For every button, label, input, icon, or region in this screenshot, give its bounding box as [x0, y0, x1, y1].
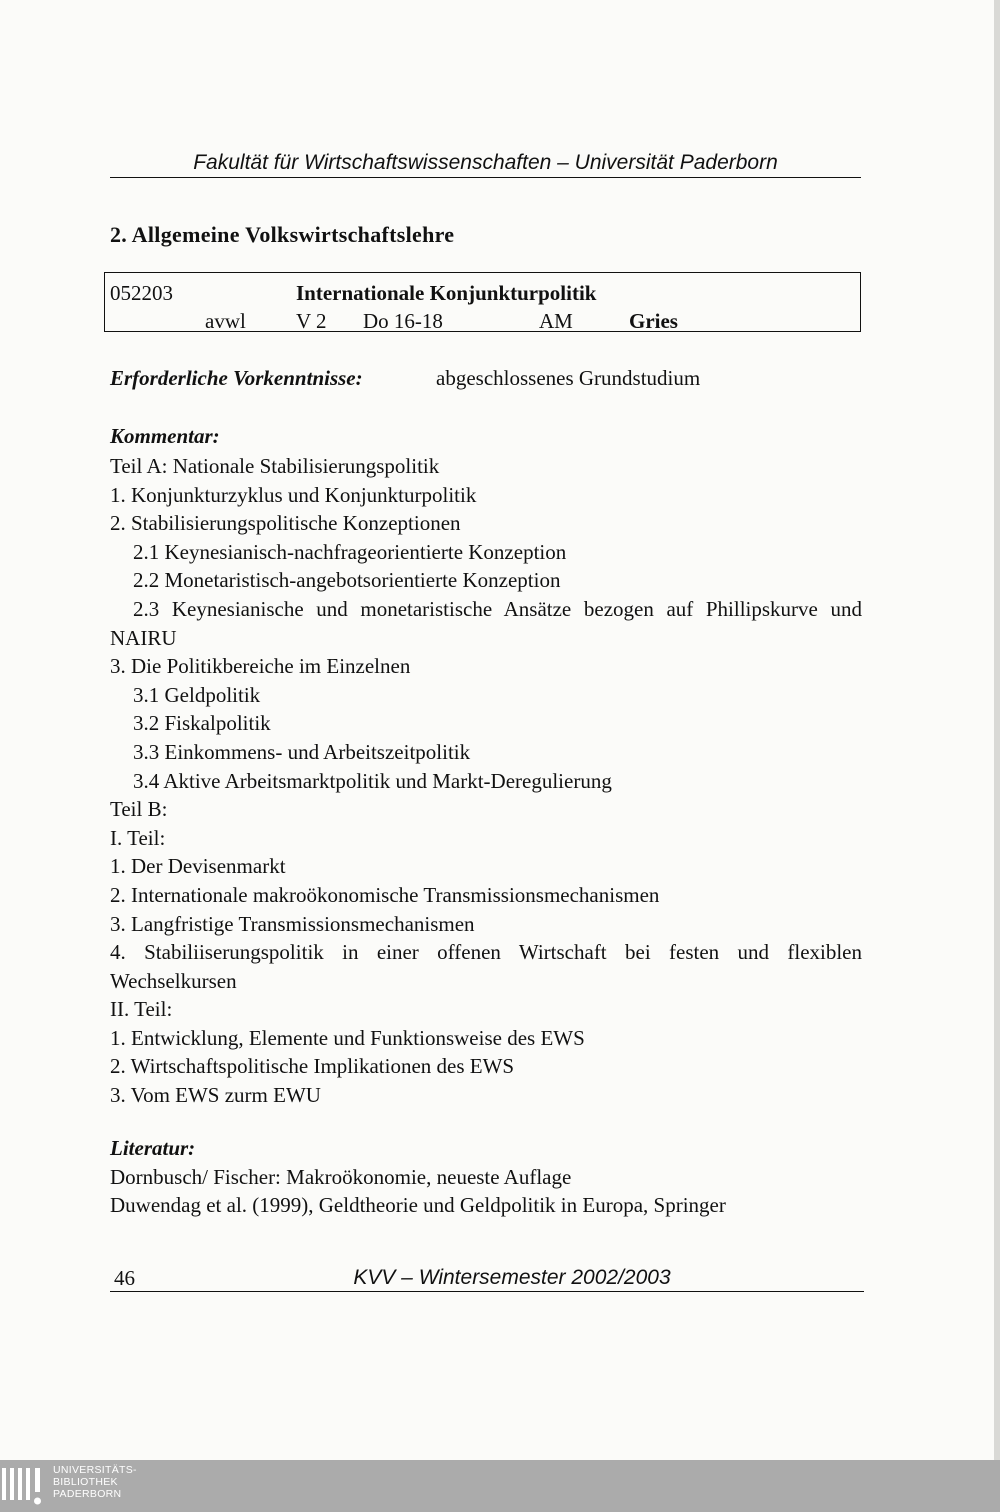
comment-line: 3. Langfristige Transmissionsmechanismen: [110, 911, 475, 936]
comment-line: I. Teil:: [110, 825, 166, 850]
library-name-line: PADERBORN: [53, 1488, 122, 1500]
comment-line: 3.4 Aktive Arbeitsmarktpolitik und Markt-Deregulierung: [133, 768, 612, 793]
comment-line: Teil B:: [110, 797, 168, 822]
literature-item: Dornbusch/ Fischer: Makroökonomie, neueste Auflage: [110, 1165, 572, 1189]
prerequisites-label: Erforderliche Vorkenntnisse:: [110, 366, 363, 390]
comment-line: 1. Konjunkturzyklus und Konjunkturpolitik: [110, 482, 477, 507]
library-name-line: UNIVERSITÄTS-: [53, 1464, 137, 1476]
page-number: 46: [114, 1266, 135, 1290]
comment-line: II. Teil:: [110, 997, 173, 1022]
comment-line: 2. Wirtschaftspolitische Implikationen des EWS: [110, 1054, 515, 1079]
literature-item: Duwendag et al. (1999), Geldtheorie und Geldpolitik in Europa, Springer: [110, 1193, 726, 1217]
comment-heading: Kommentar:: [110, 424, 220, 448]
course-lecturer: Gries: [629, 309, 678, 333]
comment-line: 2.1 Keynesianisch-nachfrageorientierte Konzeption: [133, 539, 567, 564]
comment-line: 2. Stabilisierungspolitische Konzeptionen: [110, 511, 461, 536]
course-title: Internationale Konjunkturpolitik: [296, 281, 597, 305]
course-time: Do 16-18: [363, 309, 443, 333]
comment-line: Teil A: Nationale Stabilisierungspolitik: [110, 454, 440, 478]
comment-line: 3. Die Politikbereiche im Einzelnen: [110, 654, 411, 679]
library-banner: [0, 1460, 1000, 1512]
page-footer: [110, 1264, 864, 1292]
course-type: avwl: [205, 309, 246, 333]
course-hours: V 2: [296, 309, 327, 333]
comment-line: 4. Stabiliiserungspolitik in einer offenen Wirtschaft bei festen und flexiblen: [110, 940, 862, 965]
comment-line: 3.2 Fiskalpolitik: [133, 711, 271, 736]
comment-line: 3. Vom EWS zurm EWU: [110, 1083, 321, 1108]
library-logo-icon: [2, 1464, 42, 1508]
page-header: Fakultät für Wirtschaftswissenschaften – Universität Paderborn: [110, 148, 861, 178]
comment-line: 2. Internationale makroökonomische Transmissionsmechanismen: [110, 882, 660, 907]
prerequisites-value: abgeschlossenes Grundstudium: [436, 366, 701, 390]
section-title: 2. Allgemeine Volkswirtschaftslehre: [110, 222, 455, 247]
comment-line: Wechselkursen: [110, 968, 237, 993]
course-number: 052203: [110, 281, 173, 305]
literature-heading: Literatur:: [110, 1136, 196, 1160]
comment-line: NAIRU: [110, 625, 177, 650]
course-info-box: [104, 272, 861, 332]
comment-list: [110, 452, 862, 1110]
page-edge-shadow: [994, 0, 1000, 1460]
footer-title: KVV – Wintersemester 2002/2003: [353, 1266, 671, 1289]
comment-line: 1. Entwicklung, Elemente und Funktionsweise des EWS: [110, 1025, 585, 1050]
comment-line: 1. Der Devisenmarkt: [110, 854, 286, 879]
comment-line: 2.3 Keynesianische und monetaristische Ansätze bezogen auf Phillipskurve und: [133, 596, 862, 621]
literature-list: [110, 1163, 726, 1219]
course-room: AM: [539, 309, 573, 333]
comment-line: 2.2 Monetaristisch-angebotsorientierte Konzeption: [133, 568, 561, 593]
comment-line: 3.1 Geldpolitik: [133, 682, 261, 707]
library-name-line: BIBLIOTHEK: [53, 1476, 118, 1488]
comment-line: 3.3 Einkommens- und Arbeitszeitpolitik: [133, 739, 471, 764]
library-name: [53, 1464, 137, 1500]
